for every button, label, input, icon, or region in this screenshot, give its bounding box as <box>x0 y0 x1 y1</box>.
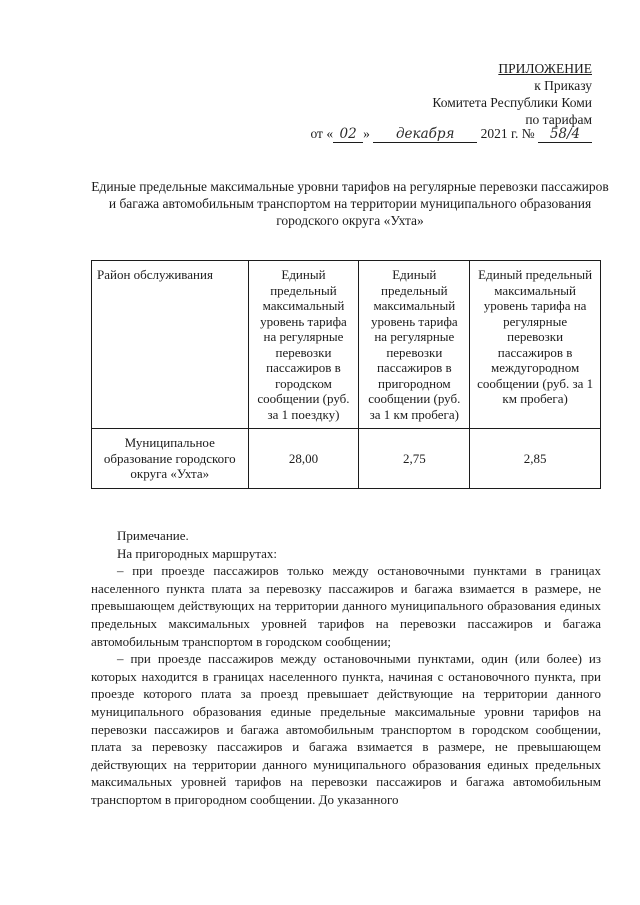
cell-suburban-tariff: 2,75 <box>359 429 470 489</box>
cell-service-area: Муниципальное образование городского округа «Ухта» <box>92 429 249 489</box>
handwritten-day: 02 <box>333 126 363 143</box>
document-title: Единые предельные максимальные уровни тарифов на регулярные перевозки пассажиров и багажа автомобильным транспортом на территории муниципального образования городского округа «Ухта» <box>91 179 609 228</box>
table-header-row <box>92 261 601 429</box>
handwritten-order-number: 58/4 <box>538 126 592 143</box>
cell-intercity-tariff: 2,85 <box>470 429 601 489</box>
date-mid: » <box>363 126 370 141</box>
notes-subheading: На пригородных маршрутах: <box>117 545 277 561</box>
notes-paragraph-1: – при проезде пассажиров только между остановочными пунктами в границах населенного пункта плата за перевозку пассажиров и багажа взимается в размере, не превышающем действующих на территории данного муниципального образования единых предельных максимальных уровней тарифов на перевозки пассажиров и багажа автомобильным транспортом в городском сообщении; <box>91 563 601 649</box>
annex-line-tariffs: по тарифам <box>525 112 592 127</box>
date-year-text: 2021 г. № <box>480 126 535 141</box>
tariff-table <box>91 260 601 489</box>
header-suburban-tariff: Единый предельный максимальный уровень тарифа на регулярные перевозки пассажиров в пригородном сообщении (руб. за 1 км пробега) <box>359 261 470 429</box>
date-prefix: от « <box>310 126 334 141</box>
cell-city-tariff: 28,00 <box>248 429 359 489</box>
header-city-tariff: Единый предельный максимальный уровень тарифа на регулярные перевозки пассажиров в городском сообщении (руб. за 1 поездку) <box>248 261 359 429</box>
handwritten-month: декабря <box>373 126 477 143</box>
header-intercity-tariff: Единый предельный максимальный уровень тарифа на регулярные перевозки пассажиров в междугородном сообщении (руб. за 1 км пробега) <box>470 261 601 429</box>
notes-heading: Примечание. <box>117 528 189 543</box>
annex-title: ПРИЛОЖЕНИЕ <box>498 61 592 76</box>
order-date-line <box>310 126 592 143</box>
notes-section <box>91 527 601 809</box>
table-row <box>92 429 601 489</box>
header-service-area: Район обслуживания <box>92 261 249 429</box>
notes-paragraph-2: – при проезде пассажиров между остановочными пунктами, один (или более) из которых находится в границах населенного пункта, начиная с остановочного пункта, при проезде которого плата за проезд превышает действующие на территории данного муниципального образования единые предельные максимальные уровни тарифов на перевозки пассажиров и багажа автомобильным транспортом в городском сообщении, плата за перевозку пассажиров и багажа взимается в размере, не превышающем действующих на территории данного муниципального образования единых предельных максимальных уровней тарифов на перевозки пассажиров и багажа автомобильным транспортом в пригородном сообщении. До указанного <box>91 651 601 807</box>
annex-line-committee: Комитета Республики Коми <box>432 95 592 110</box>
annex-block <box>432 60 592 128</box>
annex-line-order: к Приказу <box>534 78 592 93</box>
